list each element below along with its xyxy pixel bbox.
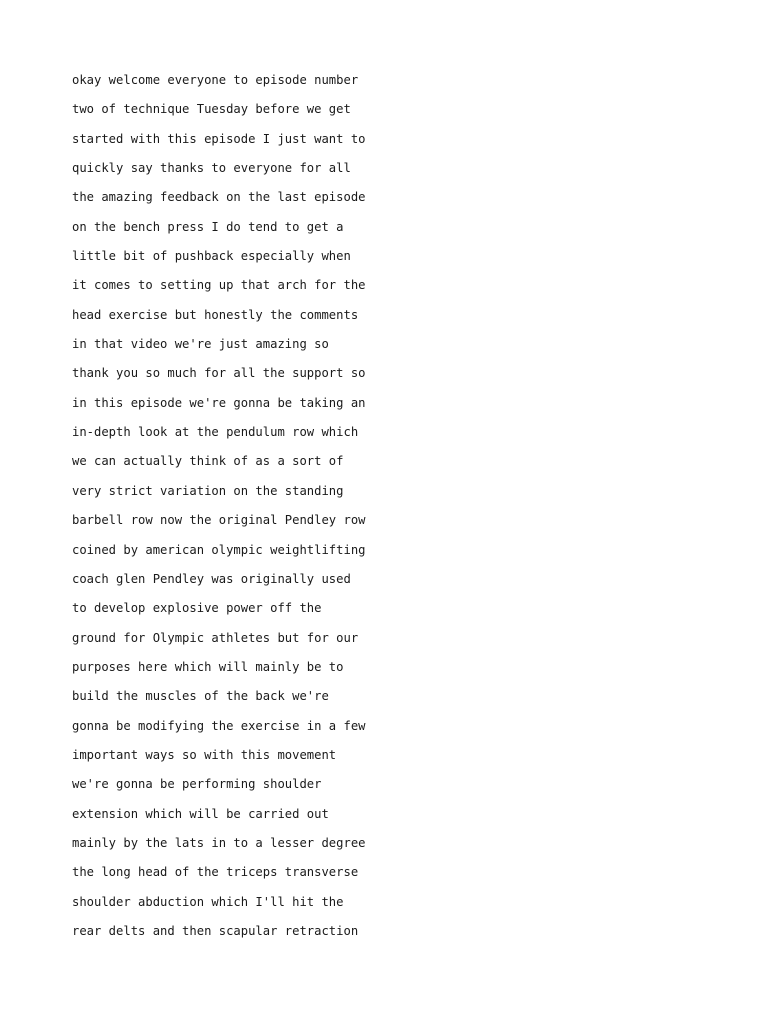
transcript-line-9: head exercise but honestly the comments [72,307,359,322]
transcript-line-18: coach glen Pendley was originally used [72,571,351,586]
transcript-line-20: ground for Olympic athletes but for our [72,630,359,645]
transcript-line-4: quickly say thanks to everyone for all [72,161,351,176]
transcript-line-2: two of technique Tuesday before we get [72,102,351,117]
transcript-line-8: it comes to setting up that arch for the [72,278,366,293]
transcript-line-26: extension which will be carried out [72,806,329,821]
transcript-page [72,66,712,946]
transcript-line-29: shoulder abduction which I'll hit the [72,894,344,909]
transcript-line-15: very strict variation on the standing [72,483,344,498]
transcript-line-1: okay welcome everyone to episode number [72,73,359,87]
transcript-line-11: thank you so much for all the support so [72,366,366,381]
transcript-line-23: gonna be modifying the exercise in a few [72,718,366,733]
transcript-line-7: little bit of pushback especially when [72,249,351,264]
transcript-line-30: rear delts and then scapular retraction [72,923,359,938]
transcript-line-27: mainly by the lats in to a lesser degree [72,835,366,850]
transcript-line-10: in that video we're just amazing so [72,337,329,352]
transcript-line-12: in this episode we're gonna be taking an [72,395,366,410]
transcript-line-24: important ways so with this movement [72,747,337,762]
transcript-line-14: we can actually think of as a sort of [72,454,344,469]
transcript-line-28: the long head of the triceps transverse [72,865,359,880]
transcript-line-16: barbell row now the original Pendley row [72,513,366,528]
transcript-line-6: on the bench press I do tend to get a [72,219,344,234]
transcript-line-25: we're gonna be performing shoulder [72,777,322,792]
transcript-line-3: started with this episode I just want to [72,131,366,146]
transcript-line-19: to develop explosive power off the [72,601,322,616]
transcript-line-22: build the muscles of the back we're [72,689,329,704]
transcript-line-5: the amazing feedback on the last episode [72,190,366,205]
transcript-line-21: purposes here which will mainly be to [72,659,344,674]
transcript-line-13: in-depth look at the pendulum row which [72,425,359,440]
transcript-line-17: coined by american olympic weightlifting [72,542,366,557]
